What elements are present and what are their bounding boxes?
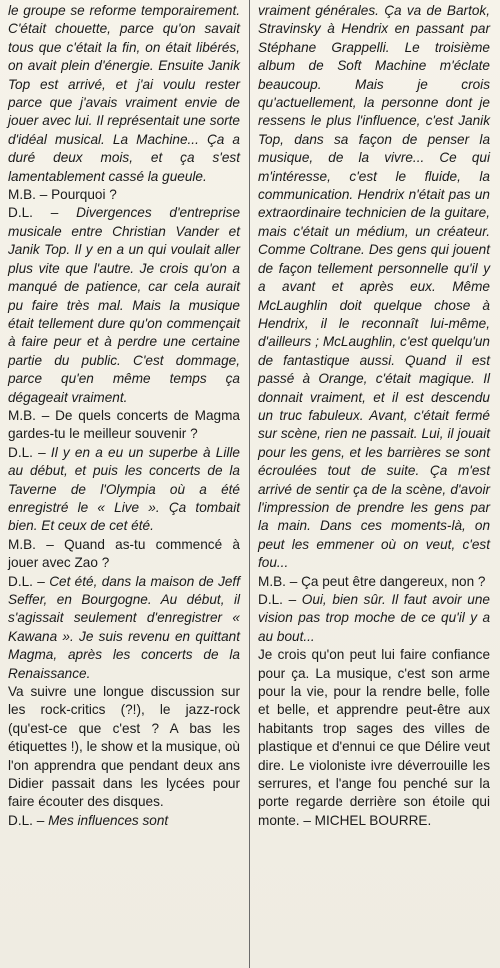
right-column — [258, 2, 490, 830]
question-paragraph: M.B. – Quand as-tu commencé à jouer avec Zao ? — [8, 536, 240, 571]
speaker-label: D.L. — [258, 592, 283, 607]
answer-text: Oui, bien sûr. Il faut avoir une vision pas trop moche de ce qu'il y a au bout... — [258, 592, 490, 644]
question-text: De quels concerts de Magma gardes-tu le meilleur souvenir ? — [8, 407, 240, 442]
speaker-label: D.L. — [8, 444, 33, 460]
speaker-label: M.B. — [8, 407, 36, 423]
speaker-label: M.B. — [8, 536, 36, 552]
narration-paragraph: Va suivre une longue discussion sur les rock-critics (?!), le jazz-rock (qu'est-ce que c'est ? A bas les étiquettes !), le show et la musique, où l'on apprendra que pendant deux ans Didier passait dans les lycées pour faire écouter des disques. — [8, 684, 240, 810]
question-paragraph: M.B. – De quels concerts de Magma gardes-tu le meilleur souvenir ? — [8, 407, 240, 442]
answer-paragraph: D.L. – Oui, bien sûr. Il faut avoir une vision pas trop moche de ce qu'il y a au bout... — [258, 592, 490, 644]
speaker-label: M.B. — [258, 573, 286, 589]
answer-paragraph: D.L. – Cet été, dans la maison de Jeff Seffer, en Bourgogne. Au début, il s'agissait seulement d'enregistrer « Kawana ». Je suis revenu en quittant Magma, après les concerts de la Renaissance. — [8, 573, 240, 681]
speaker-label: D.L. — [8, 812, 33, 828]
question-paragraph: M.B. – Pourquoi ? — [8, 187, 117, 203]
question-text: Ça peut être dangereux, non ? — [301, 573, 486, 589]
speaker-label: D.L. — [8, 573, 33, 589]
answer-text: Mes influences sont — [48, 812, 169, 828]
question-text: Pourquoi ? — [51, 187, 117, 203]
answer-paragraph: D.L. – Divergences d'entreprise musicale entre Christian Vander et Janik Top. Il y en a un qui voulait aller plus vite que l'autre. Je crois qu'on a manqué de patience, car cela aurait pu faire très mal. Mais la musique était tellement dure qu'on commençait à faire peur et à perdre une certaine partie du public. C'est dommage, parce qu'en même temps ça dégageait vraiment. — [8, 205, 240, 405]
paragraph-continuation: le groupe se reforme temporairement. C'était chouette, parce qu'on savait tous que c'était la fin, on était libérés, on avait plein d'énergie. Ensuite Janik Top est arrivé, et j'ai voulu rester parce que j'avais vraiment envie de jouer avec lui. Il représentait une sorte d'idéal musical. La Machine... Ça a duré deux mois, et ça s'est lamentablement cassé la gueule. — [8, 3, 240, 184]
narration-paragraph: Je crois qu'on peut lui faire confiance pour ça. La musique, c'est son arme pour la vie, pour la rendre belle, folle et belle, et apprendre peut-être aux habitants trop sages des villes de plastique et d'ennui ce que Délire veut dire. Le violoniste ivre déverrouille les serrures, et l'ange fou penché sur la porte regarde derrière son étoile qui monte. – MICHEL BOURRE. — [258, 647, 490, 828]
column-divider — [249, 0, 250, 968]
paragraph-continuation: vraiment générales. Ça va de Bartok, Stravinsky à Hendrix en passant par Stéphane Grappelli. Le troisième album de Soft Machine m'éclate beaucoup. Mais je crois qu'actuellement, la personne dont je ressens le plus l'influence, c'est Janik Top, dans sa façon de penser la musique, de la vivre... Ce qui m'intéresse, c'est le fluide, la communication. Hendrix n'était pas un extraordinaire technicien de la guitare, mais c'était un médium, un créateur. Comme Coltrane. Des gens qui jouent de façon tellement personnelle qu'il y a avant et après eux. Même McLaughlin doit quelque chose à Hendrix, il le reconnaît lui-même, d'ailleurs ; McLaughlin, c'est quelqu'un de fantastique aussi. Quand il est passé à Orange, c'était magique. Il donnait vraiment, et il est descendu un truc fabuleux. Avant, c'était fermé sur scène, rien ne passait. Lui, il jouait pour les gens, et les barrières se sont écroulées tout de suite. Ça m'est arrivé de sentir ça de la scène, d'avoir l'impression de prendre les gens par la main. Dans ces moments-là, on peut les emmener où on veut, c'est fou... — [258, 3, 490, 571]
answer-paragraph: D.L. – Mes influences sont — [8, 812, 169, 828]
question-paragraph: M.B. – Ça peut être dangereux, non ? — [258, 573, 486, 589]
speaker-label: D.L. — [8, 205, 33, 221]
answer-text: Divergences d'entreprise musicale entre Christian Vander et Janik Top. Il y en a un qui voulait aller plus vite que l'autre. Je crois qu'on a manqué de patience, car cela aurait pu faire très mal. Mais la musique était tellement dure qu'on commençait à faire peur et à perdre une certaine partie du public. C'est dommage, parce qu'en même temps ça dégageait vraiment. — [8, 205, 240, 405]
answer-text: Cet été, dans la maison de Jeff Seffer, en Bourgogne. Au début, il s'agissait seulement d'enregistrer « Kawana ». Je suis revenu en quittant Magma, après les concerts de la Renaissance. — [8, 573, 240, 681]
answer-text: Il y en a eu un superbe à Lille au début, et puis les concerts de la Taverne de l'Olympia où a été enregistré le « Live ». Ça tombait bien. Et ceux de cet été. — [8, 444, 240, 534]
question-text: Quand as-tu commencé à jouer avec Zao ? — [8, 536, 240, 571]
answer-paragraph: D.L. – Il y en a eu un superbe à Lille au début, et puis les concerts de la Taverne de l'Olympia où a été enregistré le « Live ». Ça tombait bien. Et ceux de cet été. — [8, 444, 240, 534]
left-column — [8, 2, 240, 830]
speaker-label: M.B. — [8, 187, 36, 203]
